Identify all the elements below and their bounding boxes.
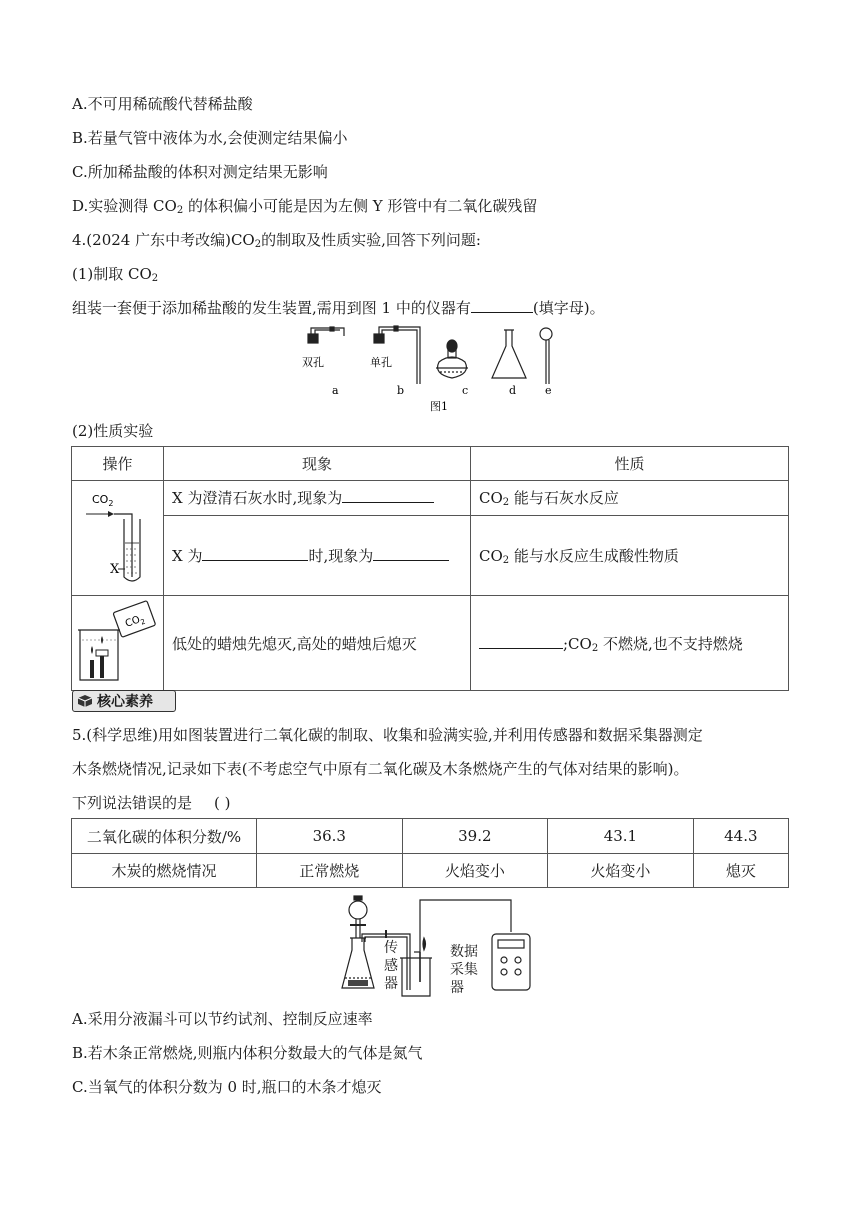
test-tube-co2-figure xyxy=(72,481,162,591)
row1-property: $CO_2$ 能与石灰水反应 xyxy=(471,481,789,516)
answer-blank xyxy=(471,298,533,313)
q5-option-a: A.采用分液漏斗可以节约试剂、控制反应速率 xyxy=(72,1010,373,1028)
section-badge: 核心素养 xyxy=(72,690,176,712)
letter-d: d xyxy=(509,384,517,397)
answer-blank xyxy=(373,546,449,561)
apparatus-a-icon xyxy=(308,327,344,343)
q5-option-c: C.当氧气的体积分数为 0 时,瓶口的木条才熄灭 xyxy=(72,1078,382,1096)
option-b: B.若量气管中液体为水,会使测定结果偏小 xyxy=(72,129,348,147)
sensor-label: 传 xyxy=(384,940,398,956)
header-property: 性质 xyxy=(471,447,789,481)
property-experiment-table xyxy=(71,446,789,691)
collector-label: 采集 xyxy=(450,962,478,978)
q4-part1-heading: (1)制取 $CO_2$ xyxy=(72,265,159,284)
q5-line-1: 5.(科学思维)用如图装置进行二氧化碳的制取、收集和验满实验,并利用传感器和数据采集器测定 xyxy=(72,726,703,744)
answer-bracket: ( ) xyxy=(214,794,231,812)
answer-blank xyxy=(479,634,563,649)
burning-state: 火焰变小 xyxy=(402,854,548,888)
figure-1-apparatus xyxy=(296,322,566,414)
co2-label: $CO_2$ xyxy=(92,493,114,508)
sensor-apparatus-figure xyxy=(336,892,536,1000)
option-c: C.所加稀盐酸的体积对测定结果无影响 xyxy=(72,163,328,181)
sensor-label: 感 xyxy=(384,958,398,974)
row3-phenomenon: 低处的蜡烛先熄灭,高处的蜡烛后熄灭 xyxy=(164,596,471,691)
row2-property: $CO_2$ 能与水反应生成酸性物质 xyxy=(471,515,789,595)
q5-line-2: 木条燃烧情况,记录如下表(不考虑空气中原有二氧化碳及木条燃烧产生的气体对结果的影响)。 xyxy=(72,760,689,778)
question-4-title: 4.(2024 广东中考改编)$CO_2$的制取及性质实验,回答下列问题: xyxy=(72,231,481,250)
option-d: D.实验测得 $CO_2$ 的体积偏小可能是因为左侧 Y 形管中有二氧化碳残留 xyxy=(72,197,538,216)
co2-label-cylinder: $CO_2$ xyxy=(123,614,147,630)
burning-state: 熄灭 xyxy=(693,854,788,888)
letter-a: a xyxy=(332,384,339,397)
apparatus-d-icon xyxy=(492,330,526,378)
collector-label: 数据 xyxy=(450,944,478,960)
co2-fraction-value: 43.1 xyxy=(548,819,694,854)
x-label: X xyxy=(110,562,120,577)
answer-blank xyxy=(342,488,434,503)
sensor-label: 器 xyxy=(384,976,398,992)
op-cell-beaker xyxy=(72,596,164,691)
row1-phenomenon: X 为澄清石灰水时,现象为 xyxy=(164,481,471,516)
label-shuangkong: 双孔 xyxy=(302,356,324,369)
burning-state: 正常燃烧 xyxy=(257,854,403,888)
apparatus-e-icon xyxy=(540,328,552,384)
separatory-funnel-icon xyxy=(349,901,367,919)
letter-e: e xyxy=(545,384,552,397)
q4-part1-text: 组装一套便于添加稀盐酸的发生装置,需用到图 1 中的仪器有 (填字母)。 xyxy=(72,299,605,317)
row2-label: 木炭的燃烧情况 xyxy=(72,854,257,888)
header-phenomenon: 现象 xyxy=(164,447,471,481)
cube-icon xyxy=(78,695,92,707)
row1-label: 二氧化碳的体积分数/% xyxy=(72,819,257,854)
figure-1-caption: 图1 xyxy=(430,400,448,413)
q5-option-b: B.若木条正常燃烧,则瓶内体积分数最大的气体是氮气 xyxy=(72,1044,423,1062)
combustion-table xyxy=(71,818,789,888)
letter-c: c xyxy=(462,384,469,397)
q5-line-3: 下列说法错误的是 ( ) xyxy=(72,794,231,812)
letter-b: b xyxy=(397,384,405,397)
row2-phenomenon: X 为 时,现象为 xyxy=(164,515,471,595)
header-operation: 操作 xyxy=(72,447,164,481)
apparatus-c-icon xyxy=(436,340,468,378)
co2-fraction-value: 39.2 xyxy=(402,819,548,854)
apparatus-b-icon xyxy=(374,326,420,384)
row3-property: $;CO_2$ 不燃烧,也不支持燃烧 xyxy=(471,596,789,691)
burning-state: 火焰变小 xyxy=(548,854,694,888)
option-a: A.不可用稀硫酸代替稀盐酸 xyxy=(72,95,253,113)
collector-label: 器 xyxy=(450,980,464,996)
answer-blank xyxy=(202,546,308,561)
q4-part2-heading: (2)性质实验 xyxy=(72,422,154,440)
co2-fraction-value: 44.3 xyxy=(693,819,788,854)
op-cell-test-tube xyxy=(72,481,164,596)
beaker-candles-figure xyxy=(72,596,162,686)
label-dankong: 单孔 xyxy=(370,356,392,369)
co2-fraction-value: 36.3 xyxy=(257,819,403,854)
